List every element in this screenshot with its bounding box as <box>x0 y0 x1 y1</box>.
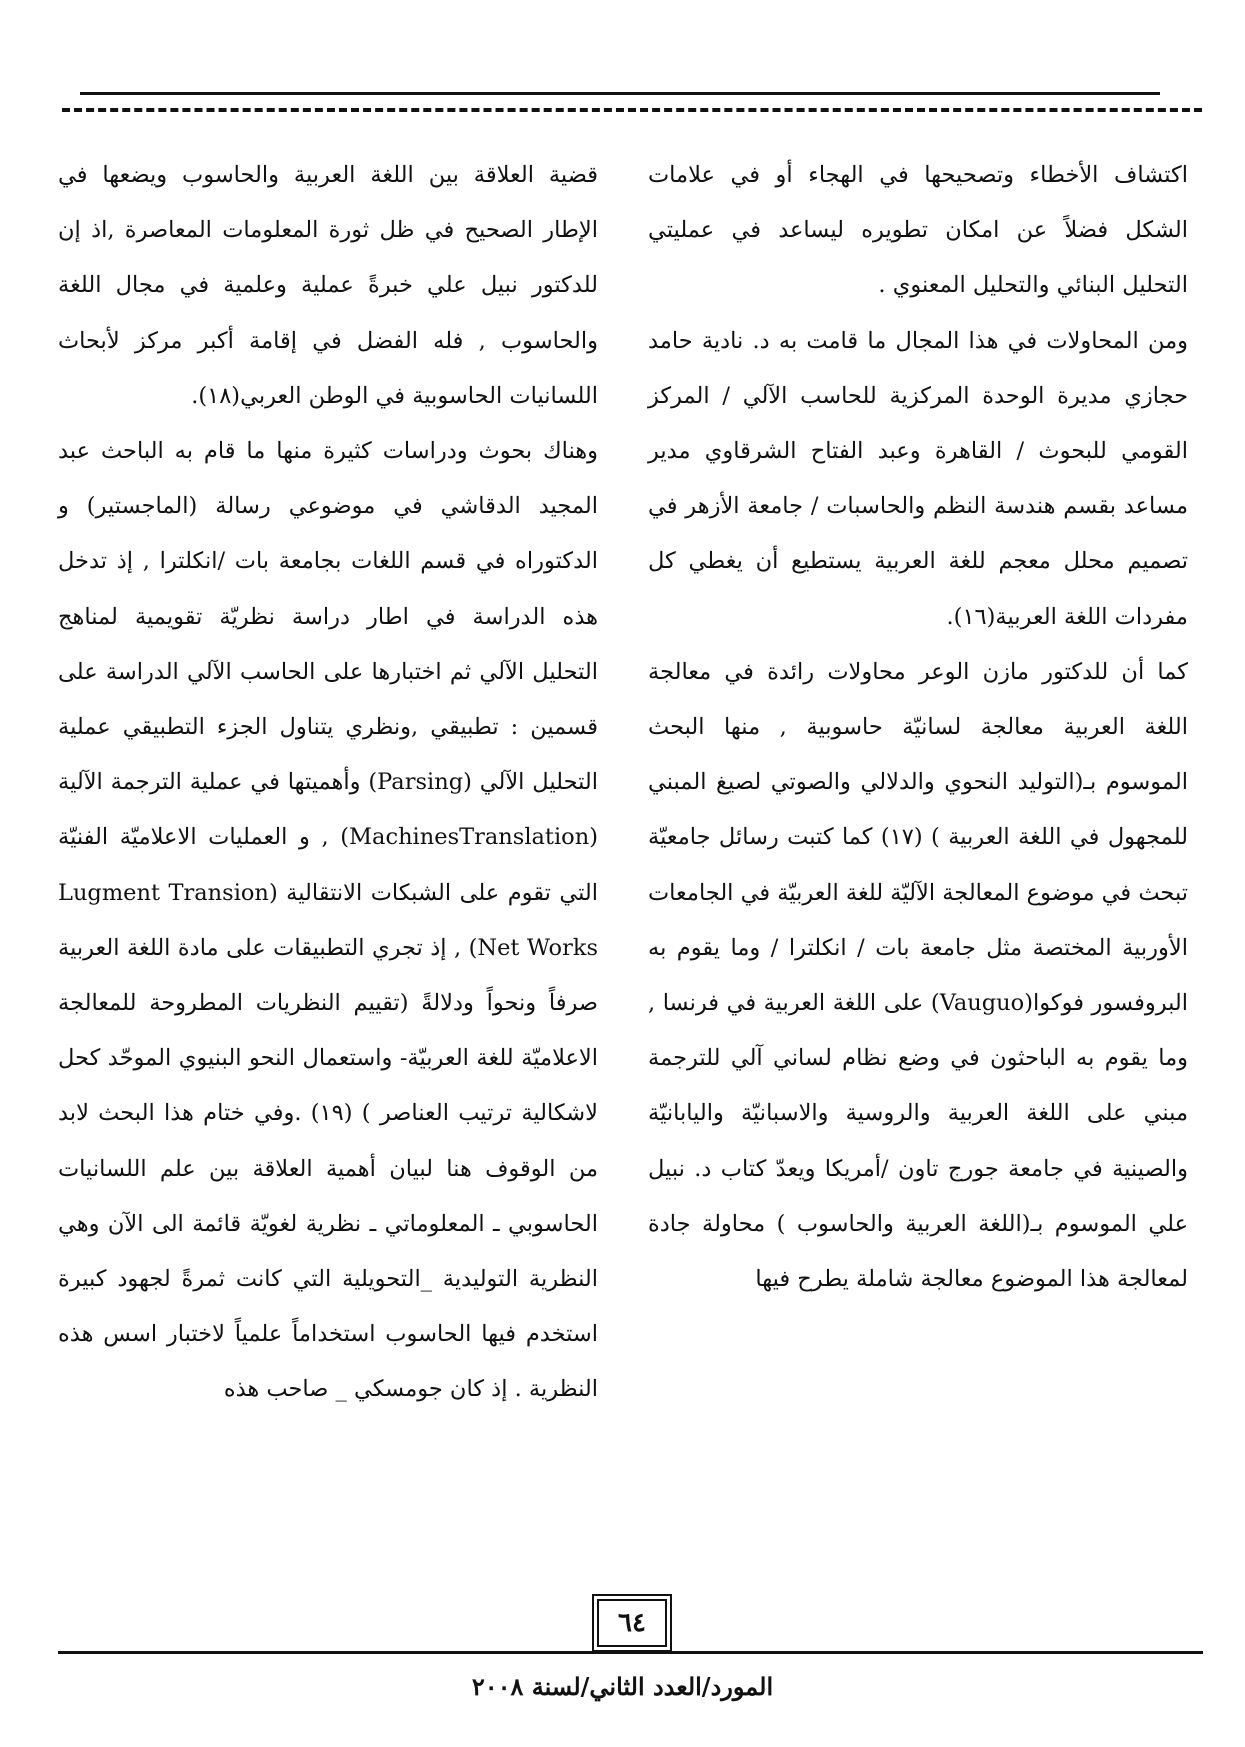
footer-rule <box>58 1651 1203 1654</box>
paragraph: كما أن للدكتور مازن الوعر محاولات رائدة في معالجة اللغة العربية معالجة لسانيّة حاسوبية , منها البحث الموسوم بـ(التوليد النحوي والدلالي والصوتي لصيغ المبني للمجهول في اللغة العربية ) (١٧) كما كتبت رسائل جامعيّة تبحث في موضوع المعالجة الآليّة للغة العربيّة في الجامعات الأوربية المختصة مثل جامعة بات / انكلترا / وما يقوم به البروفسور فوكوا(Vauguo) على اللغة العربية في فرنسا , وما يقوم به الباحثون في وضع نظام لساني آلي للترجمة مبني على اللغة العربية والروسية والاسبانيّة واليابانيّة والصينية في جامعة جورج تاون /أمريكا ويعدّ كتاب د. نبيل علي الموسوم بـ(اللغة العربية والحاسوب ) محاولة جادة لمعالجة هذا الموضوع معالجة شاملة يطرح فيها <box>648 658 1189 1293</box>
header-rule-dashed <box>62 108 1202 112</box>
text-column-right <box>648 148 1188 1307</box>
paragraph: ومن المحاولات في هذا المجال ما قامت به د. نادية حامد حجازي مديرة الوحدة المركزية للحاسب الآلي / المركز القومي للبحوث / القاهرة وعبد الفتاح الشرقاوي مدير مساعد بقسم هندسة النظم والحاسبات / جامعة الأزهر في تصميم محلل معجم للغة العربية يستطيع أن يغطي كل مفردات اللغة العربية(١٦). <box>648 327 1188 630</box>
page-number: ٦٤ <box>597 1599 667 1647</box>
header-rule-solid <box>80 92 1160 95</box>
text-column-left <box>58 148 598 1418</box>
paragraph: قضية العلاقة بين اللغة العربية والحاسوب ويضعها في الإطار الصحيح في ظل ثورة المعلومات المعاصرة ,اذ إن للدكتور نبيل علي خبرةً عملية وعلمية في مجال اللغة والحاسوب , فله الفضل في إقامة أكبر مركز لأبحاث اللسانيات الحاسوبية في الوطن العربي(١٨). <box>58 162 598 409</box>
journal-footer: المورد/العدد الثاني/لسنة ٢٠٠٨ <box>471 1672 774 1701</box>
paragraph: اكتشاف الأخطاء وتصحيحها في الهجاء أو في علامات الشكل فضلاً عن امكان تطويره ليساعد في عمليتي التحليل البنائي والتحليل المعنوي . <box>648 162 1188 299</box>
paragraph: وهناك بحوث ودراسات كثيرة منها ما قام به الباحث عبد المجيد الدقاشي في موضوعي رسالة (الماجستير) و الدكتوراه في قسم اللغات بجامعة بات /انكلترا , إذ تدخل هذه الدراسة في اطار دراسة نظريّة تقويمية لمناهج التحليل الآلي ثم اختبارها على الحاسب الآلي الدراسة على قسمين : تطبيقي ,ونظري يتناول الجزء التطبيقي عملية التحليل الآلي (Parsing) وأهميتها في عملية الترجمة الآلية (MachinesTranslation) , و العمليات الاعلاميّة الفنيّة التي تقوم على الشبكات الانتقالية (Lugment Transion Net Works) , إذ تجري التطبيقات على مادة اللغة العربية صرفاً ونحواً ودلالةً (تقييم النظريات المطروحة للمعالجة الاعلاميّة للغة العربيّة- واستعمال النحو البنيوي الموحّد كحل لاشكالية ترتيب العناصر ) (١٩) .وفي ختام هذا البحث لابد من الوقوف هنا لبيان أهمية العلاقة بين علم اللسانيات الحاسوبي ـ المعلوماتي ـ نظرية لغويّة قائمة الى الآن وهي النظرية التوليدية _التحويلية التي كانت ثمرةً لجهود كبيرة استخدم فيها الحاسوب استخداماً علمياً لاختبار اسس هذه النظرية . إذ كان جومسكي _ صاحب هذه <box>58 438 598 1403</box>
